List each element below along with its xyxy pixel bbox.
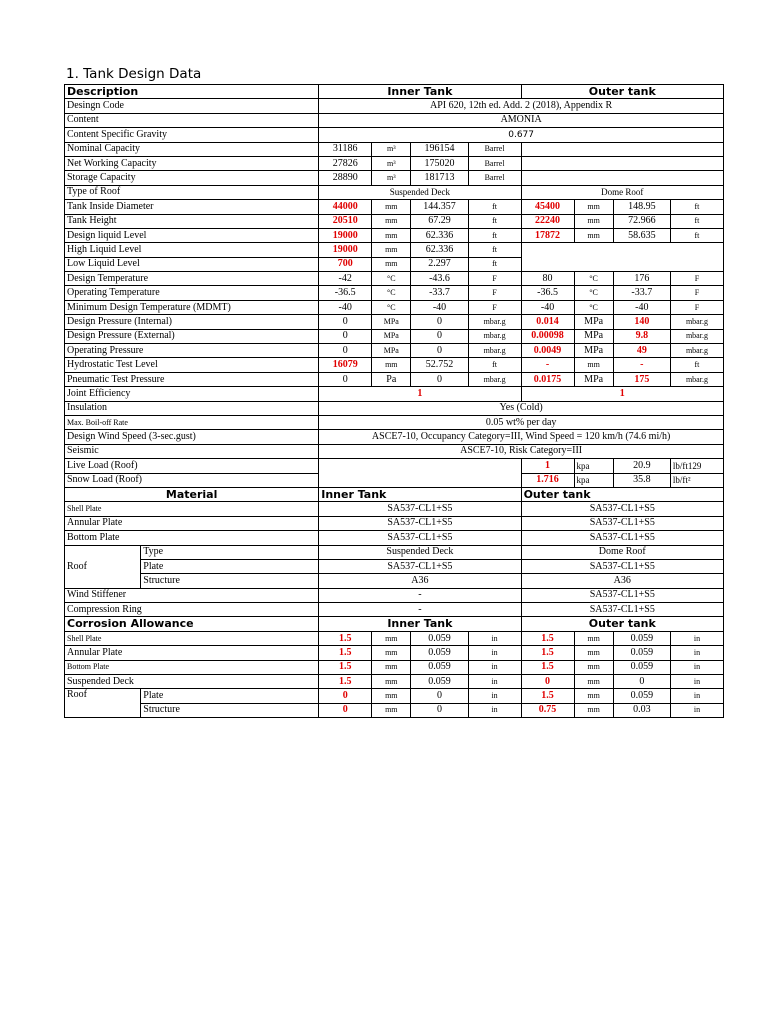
operating-temperature-row (65, 286, 724, 300)
value-cell: -43.6 (411, 272, 468, 286)
value-cell: 0.0049 (521, 344, 574, 358)
row-label: Operating Pressure (65, 344, 319, 358)
inner-value: SA537-CL1+S5 (319, 516, 521, 530)
inner-value: SA537-CL1+S5 (319, 502, 521, 516)
outer-tank-header: Outer tank (521, 85, 723, 99)
value-cell: 0.059 (613, 689, 670, 703)
value-cell: -36.5 (521, 286, 574, 300)
unit-cell: F (670, 286, 723, 300)
corrosion-outer-header: Outer tank (521, 617, 723, 631)
unit-cell: ft (468, 243, 521, 257)
unit-cell: mm (372, 257, 411, 271)
outer-value: SA537-CL1+S5 (521, 603, 723, 617)
unit-cell: °C (372, 272, 411, 286)
corrosion-header: Corrosion Allowance (65, 617, 319, 631)
value-cell: 1.5 (319, 646, 372, 660)
unit-cell: ft (468, 358, 521, 372)
outer-value: SA537-CL1+S5 (521, 531, 723, 545)
material-roof-plate-row (65, 559, 724, 573)
specific-gravity-row (65, 128, 724, 142)
unit-cell: mm (372, 200, 411, 214)
design-pressure-internal-row (65, 315, 724, 329)
material-outer-header: Outer tank (521, 487, 723, 501)
unit-cell: MPa (372, 315, 411, 329)
value-cell: 0.03 (613, 703, 670, 717)
unit-cell: mm (574, 689, 613, 703)
value-cell: -40 (319, 300, 372, 314)
row-label: Type (141, 545, 319, 559)
value-cell: 0 (319, 315, 372, 329)
row-label: Design liquid Level (65, 228, 319, 242)
unit-cell: mm (372, 703, 411, 717)
row-label: Plate (141, 689, 319, 703)
value-cell: 0 (411, 315, 468, 329)
unit-cell: in (468, 631, 521, 645)
value-cell: 62.336 (411, 228, 468, 242)
nominal-capacity-row (65, 142, 724, 156)
row-label: Design Pressure (External) (65, 329, 319, 343)
unit-cell: F (468, 286, 521, 300)
value-cell: 58.635 (613, 228, 670, 242)
unit-cell: mm (574, 200, 613, 214)
unit-cell: mm (372, 689, 411, 703)
value-cell: -42 (319, 272, 372, 286)
unit-cell: Barrel (468, 142, 521, 156)
corrosion-inner-header: Inner Tank (319, 617, 521, 631)
row-label: Net Working Capacity (65, 156, 319, 170)
outer-value: Dome Roof (521, 545, 723, 559)
outer-value: SA537-CL1+S5 (521, 502, 723, 516)
unit-cell: lb/ft129 (670, 459, 723, 473)
unit-cell: mbar.g (670, 372, 723, 386)
value-cell: 0.014 (521, 315, 574, 329)
corrosion-roof-plate-row (65, 689, 724, 703)
value-cell: 1.716 (521, 473, 574, 487)
inner-tank-header: Inner Tank (319, 85, 521, 99)
unit-cell: in (670, 675, 723, 689)
corrosion-shell-row (65, 631, 724, 645)
value-cell: 72.966 (613, 214, 670, 228)
unit-cell: MPa (574, 315, 613, 329)
value-cell: 0.059 (613, 646, 670, 660)
value-cell: 0.75 (521, 703, 574, 717)
outer-value: SA537-CL1+S5 (521, 516, 723, 530)
unit-cell: ft (670, 200, 723, 214)
value-cell: -33.7 (411, 286, 468, 300)
unit-cell: mbar.g (670, 329, 723, 343)
row-label: Storage Capacity (65, 171, 319, 185)
value-cell: 49 (613, 344, 670, 358)
value-cell: - (613, 358, 670, 372)
unit-cell: mm (372, 660, 411, 674)
unit-cell: MPa (574, 372, 613, 386)
empty-cell (521, 243, 723, 272)
unit-cell: in (468, 675, 521, 689)
unit-cell: Pa (372, 372, 411, 386)
unit-cell: mm (372, 214, 411, 228)
unit-cell: °C (574, 272, 613, 286)
corrosion-header-row (65, 617, 724, 631)
material-bottom-row (65, 531, 724, 545)
value-cell: 0.059 (411, 646, 468, 660)
row-label: Minimum Design Temperature (MDMT) (65, 300, 319, 314)
unit-cell: ft (670, 228, 723, 242)
row-value: API 620, 12th ed. Add. 2 (2018), Appendix R (319, 99, 724, 113)
unit-cell: in (670, 631, 723, 645)
value-cell: 148.95 (613, 200, 670, 214)
value-cell: 140 (613, 315, 670, 329)
unit-cell: F (468, 272, 521, 286)
row-label: Annular Plate (65, 516, 319, 530)
value-cell: 144.357 (411, 200, 468, 214)
material-shell-row (65, 502, 724, 516)
unit-cell: mm (574, 675, 613, 689)
unit-cell: mbar.g (670, 344, 723, 358)
value-cell: 0.0175 (521, 372, 574, 386)
outer-value: 1 (521, 387, 723, 401)
row-label: Shell Plate (65, 631, 319, 645)
row-value: ASCE7-10, Occupancy Category=III, Wind Speed = 120 km/h (74.6 mi/h) (319, 430, 724, 444)
corrosion-deck-row (65, 675, 724, 689)
design-pressure-external-row (65, 329, 724, 343)
wind-speed-row (65, 430, 724, 444)
row-value: ASCE7-10, Risk Category=III (319, 444, 724, 458)
value-cell: 700 (319, 257, 372, 271)
row-label: Annular Plate (65, 646, 319, 660)
row-label: Tank Height (65, 214, 319, 228)
value-cell: 0.059 (613, 660, 670, 674)
unit-cell: Barrel (468, 156, 521, 170)
row-label: Live Load (Roof) (65, 459, 319, 473)
material-header: Material (65, 487, 319, 501)
seismic-row (65, 444, 724, 458)
unit-cell: in (468, 646, 521, 660)
material-header-row (65, 487, 724, 501)
unit-cell: mm (574, 631, 613, 645)
empty-cell (521, 171, 723, 185)
unit-cell: F (468, 300, 521, 314)
row-value: 0.677 (319, 128, 724, 142)
material-annular-row (65, 516, 724, 530)
value-cell: 0 (319, 372, 372, 386)
high-liquid-level-row (65, 243, 724, 257)
unit-cell: °C (574, 286, 613, 300)
row-label: Structure (141, 574, 319, 588)
value-cell: 31186 (319, 142, 372, 156)
row-label: Operating Temperature (65, 286, 319, 300)
value-cell: 1.5 (521, 689, 574, 703)
value-cell: 20510 (319, 214, 372, 228)
inner-value: - (319, 603, 521, 617)
row-label: Design Pressure (Internal) (65, 315, 319, 329)
value-cell: 0.059 (613, 631, 670, 645)
roof-group-label: Roof (65, 545, 141, 588)
insulation-row (65, 401, 724, 415)
row-label: Bottom Plate (65, 660, 319, 674)
value-cell: 27826 (319, 156, 372, 170)
unit-cell: in (468, 660, 521, 674)
value-cell: 0 (319, 329, 372, 343)
value-cell: 67.29 (411, 214, 468, 228)
unit-cell: mbar.g (468, 329, 521, 343)
corrosion-annular-row (65, 646, 724, 660)
unit-cell: in (670, 689, 723, 703)
unit-cell: mm (574, 703, 613, 717)
value-cell: 35.8 (613, 473, 670, 487)
material-roof-structure-row (65, 574, 724, 588)
row-label: High Liquid Level (65, 243, 319, 257)
empty-cell (521, 142, 723, 156)
material-inner-header: Inner Tank (319, 487, 521, 501)
unit-cell: m³ (372, 142, 411, 156)
header-row (65, 85, 724, 99)
unit-cell: mm (372, 358, 411, 372)
value-cell: 62.336 (411, 243, 468, 257)
value-cell: 1.5 (319, 675, 372, 689)
unit-cell: mbar.g (468, 372, 521, 386)
operating-pressure-row (65, 344, 724, 358)
unit-cell: ft (468, 214, 521, 228)
unit-cell: F (670, 272, 723, 286)
value-cell: 28890 (319, 171, 372, 185)
unit-cell: m³ (372, 156, 411, 170)
value-cell: 17872 (521, 228, 574, 242)
outer-value: Dome Roof (521, 185, 723, 199)
value-cell: 181713 (411, 171, 468, 185)
value-cell: -36.5 (319, 286, 372, 300)
row-label: Content (65, 113, 319, 127)
value-cell: 0 (411, 329, 468, 343)
value-cell: 0 (411, 344, 468, 358)
inner-value: SA537-CL1+S5 (319, 531, 521, 545)
row-label: Design Wind Speed (3-sec.gust) (65, 430, 319, 444)
value-cell: 0.059 (411, 631, 468, 645)
value-cell: 80 (521, 272, 574, 286)
value-cell: 1.5 (521, 646, 574, 660)
unit-cell: °C (372, 286, 411, 300)
row-label: Joint Efficiency (65, 387, 319, 401)
row-label: Suspended Deck (65, 675, 319, 689)
unit-cell: ft (468, 228, 521, 242)
row-label: Hydrostatic Test Level (65, 358, 319, 372)
row-label: Content Specific Gravity (65, 128, 319, 142)
value-cell: 1.5 (521, 660, 574, 674)
row-value: AMONIA (319, 113, 724, 127)
row-label: Wind Stiffener (65, 588, 319, 602)
unit-cell: mbar.g (670, 315, 723, 329)
unit-cell: ft (468, 200, 521, 214)
design-temperature-row (65, 272, 724, 286)
value-cell: - (521, 358, 574, 372)
value-cell: 9.8 (613, 329, 670, 343)
unit-cell: °C (574, 300, 613, 314)
value-cell: 175 (613, 372, 670, 386)
outer-value: SA537-CL1+S5 (521, 588, 723, 602)
value-cell: 0 (613, 675, 670, 689)
row-label: Bottom Plate (65, 531, 319, 545)
row-label: Pneumatic Test Pressure (65, 372, 319, 386)
value-cell: 1 (521, 459, 574, 473)
unit-cell: ft (670, 358, 723, 372)
value-cell: 2.297 (411, 257, 468, 271)
value-cell: 16079 (319, 358, 372, 372)
value-cell: 0 (411, 703, 468, 717)
corrosion-roof-structure-row (65, 703, 724, 717)
value-cell: -40 (411, 300, 468, 314)
inner-value: 1 (319, 387, 521, 401)
value-cell: 176 (613, 272, 670, 286)
row-label: Design Temperature (65, 272, 319, 286)
value-cell: 44000 (319, 200, 372, 214)
inner-value: SA537-CL1+S5 (319, 559, 521, 573)
content-row (65, 113, 724, 127)
unit-cell: mm (372, 675, 411, 689)
inner-value: A36 (319, 574, 521, 588)
value-cell: 175020 (411, 156, 468, 170)
storage-capacity-row (65, 171, 724, 185)
unit-cell: MPa (574, 344, 613, 358)
live-load-row (65, 459, 724, 473)
value-cell: 196154 (411, 142, 468, 156)
unit-cell: ft (670, 214, 723, 228)
hydrostatic-test-row (65, 358, 724, 372)
value-cell: -40 (521, 300, 574, 314)
unit-cell: F (670, 300, 723, 314)
material-wind-stiffener-row (65, 588, 724, 602)
unit-cell: lb/ft² (670, 473, 723, 487)
design-code-row (65, 99, 724, 113)
value-cell: 22240 (521, 214, 574, 228)
row-value: Yes (Cold) (319, 401, 724, 415)
row-label: Tank Inside Diameter (65, 200, 319, 214)
unit-cell: in (670, 660, 723, 674)
value-cell: 19000 (319, 228, 372, 242)
unit-cell: mm (574, 646, 613, 660)
unit-cell: mm (574, 660, 613, 674)
unit-cell: mbar.g (468, 344, 521, 358)
unit-cell: m³ (372, 171, 411, 185)
inner-value: Suspended Deck (319, 545, 521, 559)
unit-cell: in (670, 703, 723, 717)
boil-off-row (65, 415, 724, 429)
row-label: Desingn Code (65, 99, 319, 113)
pneumatic-test-row (65, 372, 724, 386)
empty-cell (521, 156, 723, 170)
value-cell: 1.5 (319, 660, 372, 674)
unit-cell: mm (574, 214, 613, 228)
net-working-capacity-row (65, 156, 724, 170)
row-label: Snow Load (Roof) (65, 473, 319, 487)
inner-value: - (319, 588, 521, 602)
material-roof-type-row (65, 545, 724, 559)
unit-cell: Barrel (468, 171, 521, 185)
value-cell: 1.5 (521, 631, 574, 645)
value-cell: 1.5 (319, 631, 372, 645)
value-cell: -40 (613, 300, 670, 314)
unit-cell: mm (372, 631, 411, 645)
row-label: Compression Ring (65, 603, 319, 617)
outer-value: A36 (521, 574, 723, 588)
material-compression-ring-row (65, 603, 724, 617)
inside-diameter-row (65, 200, 724, 214)
unit-cell: MPa (574, 329, 613, 343)
unit-cell: mm (372, 243, 411, 257)
unit-cell: in (670, 646, 723, 660)
value-cell: 0 (319, 344, 372, 358)
unit-cell: MPa (372, 329, 411, 343)
roof-group-label: Roof (65, 689, 141, 718)
design-liquid-level-row (65, 228, 724, 242)
value-cell: 45400 (521, 200, 574, 214)
unit-cell: in (468, 703, 521, 717)
row-label: Nominal Capacity (65, 142, 319, 156)
unit-cell: kpa (574, 459, 613, 473)
unit-cell: mm (574, 228, 613, 242)
unit-cell: mbar.g (468, 315, 521, 329)
page-title: 1. Tank Design Data (66, 66, 202, 82)
value-cell: -33.7 (613, 286, 670, 300)
unit-cell: in (468, 689, 521, 703)
row-label: Max. Boil-off Rate (65, 415, 319, 429)
row-label: Low Liquid Level (65, 257, 319, 271)
value-cell: 0 (319, 703, 372, 717)
value-cell: 0 (319, 689, 372, 703)
unit-cell: kpa (574, 473, 613, 487)
tank-design-table (64, 84, 724, 718)
value-cell: 0 (521, 675, 574, 689)
unit-cell: mm (372, 646, 411, 660)
description-header: Description (65, 85, 319, 99)
unit-cell: MPa (372, 344, 411, 358)
row-label: Structure (141, 703, 319, 717)
tank-height-row (65, 214, 724, 228)
value-cell: 20.9 (613, 459, 670, 473)
mdmt-row (65, 300, 724, 314)
unit-cell: mm (574, 358, 613, 372)
empty-cell (319, 459, 521, 488)
unit-cell: ft (468, 257, 521, 271)
joint-efficiency-row (65, 387, 724, 401)
value-cell: 19000 (319, 243, 372, 257)
row-label: Plate (141, 559, 319, 573)
corrosion-bottom-row (65, 660, 724, 674)
row-label: Shell Plate (65, 502, 319, 516)
value-cell: 0.059 (411, 675, 468, 689)
value-cell: 0.00098 (521, 329, 574, 343)
outer-value: SA537-CL1+S5 (521, 559, 723, 573)
row-value: 0.05 wt% per day (319, 415, 724, 429)
value-cell: 0.059 (411, 660, 468, 674)
value-cell: 0 (411, 689, 468, 703)
unit-cell: °C (372, 300, 411, 314)
unit-cell: mm (372, 228, 411, 242)
value-cell: 52.752 (411, 358, 468, 372)
row-label: Seismic (65, 444, 319, 458)
inner-value: Suspended Deck (319, 185, 521, 199)
row-label: Type of Roof (65, 185, 319, 199)
roof-type-row (65, 185, 724, 199)
value-cell: 0 (411, 372, 468, 386)
row-label: Insulation (65, 401, 319, 415)
